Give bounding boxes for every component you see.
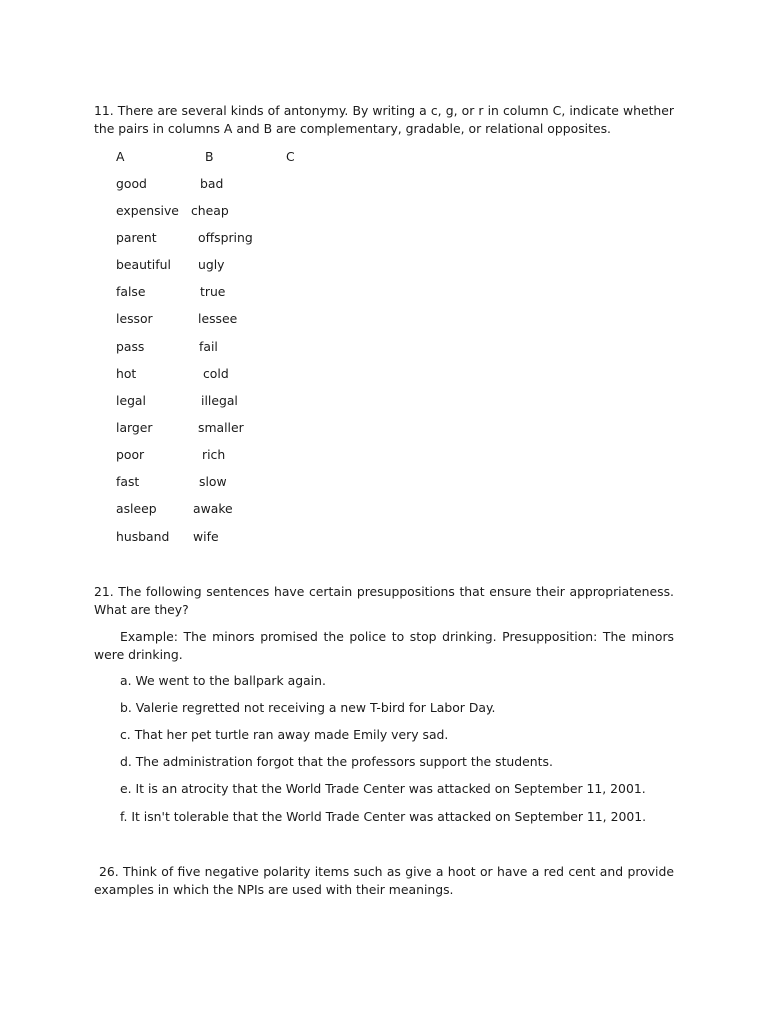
pair-b-cell: slow — [199, 474, 227, 489]
pair-b-cell: bad — [200, 176, 224, 191]
pair-a-cell: pass — [116, 339, 145, 354]
sentence-item: f. It isn't tolerable that the World Trade Center was attacked on September 11, 2001. — [120, 809, 647, 824]
question-21-text: 21. The following sentences have certain presuppositions that ensure their appropriateness. What are they? — [94, 584, 674, 617]
column-c-header: C — [286, 149, 295, 164]
pair-b-cell: wife — [193, 529, 219, 544]
pair-b-cell: awake — [193, 501, 233, 516]
pair-b-cell: ugly — [198, 257, 225, 272]
pair-b-cell: fail — [199, 339, 218, 354]
sentence-item: d. The administration forgot that the professors support the students. — [120, 754, 553, 769]
pair-b-cell: illegal — [201, 393, 238, 408]
presupposition-example: Example: The minors promised the police to stop drinking. Presupposition: The minors were drinking. — [94, 629, 674, 662]
pair-a-cell: fast — [116, 474, 140, 489]
pair-a-cell: good — [116, 176, 147, 191]
column-a-header: A — [116, 149, 125, 164]
pair-a-cell: husband — [116, 529, 170, 544]
pair-b-cell: rich — [202, 447, 226, 462]
pair-a-cell: hot — [116, 366, 137, 381]
sentence-item: c. That her pet turtle ran away made Emily very sad. — [120, 727, 449, 742]
question-11-text: 11. There are several kinds of antonymy. By writing a c, g, or r in column C, indicate whether the pairs in columns A and B are complementary, gradable, or relational opposites. — [94, 103, 674, 136]
pair-b-cell: cold — [203, 366, 229, 381]
pair-a-cell: larger — [116, 420, 153, 435]
pair-a-cell: false — [116, 284, 146, 299]
column-b-header: B — [205, 149, 214, 164]
question-26-text: 26. Think of five negative polarity items such as give a hoot or have a red cent and provide examples in which the NPIs are used with their meanings. — [94, 864, 674, 897]
pair-a-cell: beautiful — [116, 257, 171, 272]
pair-b-cell: cheap — [191, 203, 229, 218]
pair-a-cell: asleep — [116, 501, 157, 516]
sentence-item: e. It is an atrocity that the World Trade Center was attacked on September 11, 2001. — [120, 781, 646, 796]
pair-b-cell: smaller — [198, 420, 244, 435]
sentence-item: b. Valerie regretted not receiving a new T-bird for Labor Day. — [120, 700, 496, 715]
pair-a-cell: legal — [116, 393, 146, 408]
pair-a-cell: lessor — [116, 311, 153, 326]
sentence-item: a. We went to the ballpark again. — [120, 673, 326, 688]
pair-b-cell: true — [200, 284, 226, 299]
pair-a-cell: expensive — [116, 203, 179, 218]
pair-a-cell: parent — [116, 230, 157, 245]
pair-b-cell: lessee — [198, 311, 238, 326]
pair-a-cell: poor — [116, 447, 145, 462]
pair-b-cell: offspring — [198, 230, 253, 245]
